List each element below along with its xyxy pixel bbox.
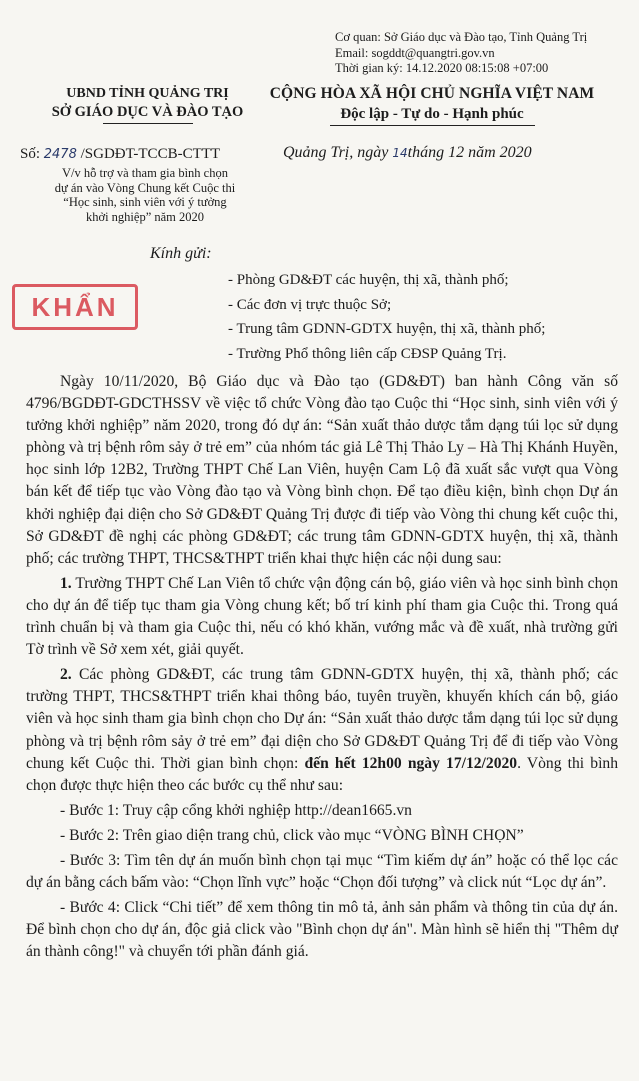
issuing-authority-header <box>40 85 255 124</box>
item-2-paragraph: 2. Các phòng GD&ĐT, các trung tâm GDNN-GDTX huyện, thị xã, thành phố; các trường THPT, THCS&THPT triển khai thông báo, tuyên truyền, khuyến khích cán bộ, giáo viên và học sinh tham gia bình chọn cho Dự án: “Sản xuất thảo dược tắm dạng túi lọc sử dụng phòng và trị bệnh rôm sảy ở trẻ em” đại diện cho Sở GD&ĐT Quảng Trị để đi tiếp vào Vòng chung kết Cuộc thi. Thời gian bình chọn: đến hết 12h00 ngày 17/12/2020. Vòng thi bình chọn được thực hiện theo các bước cụ thể như sau: <box>26 666 618 794</box>
greeting: Kính gửi: <box>150 245 212 262</box>
motto-underline <box>330 125 535 126</box>
digital-signature-block <box>335 30 587 77</box>
step-1: - Bước 1: Truy cập cổng khởi nghiệp http://dean1665.vn <box>60 801 412 819</box>
document-number: Số: 2478 /SGDĐT-TCCB-CTTT <box>20 146 221 162</box>
step-4: - Bước 4: Click “Chi tiết” để xem thông tin mô tả, ảnh sản phẩm và thông tin của dự án. Để bình chọn cho dự án, độc giả click vào "Bình chọn dự án". Màn hình sẽ hiển thị "Thêm dự án thành công!" và chuyển tới phần đánh giá. <box>26 899 618 961</box>
signature-email: Email: sogddt@quangtri.gov.vn <box>335 45 495 60</box>
signature-agency: Cơ quan: Sở Giáo dục và Đào tạo, Tỉnh Quảng Trị <box>335 30 588 44</box>
urgent-stamp: KHẨN <box>12 284 138 330</box>
handwritten-day: 14 <box>392 146 408 160</box>
item-1-paragraph: 1. Trường THPT Chế Lan Viên tổ chức vận động cán bộ, giáo viên và học sinh bình chọn cho dự án để tiếp tục tham gia Vòng chung kết; bố trí kinh phí tham gia Cuộc thi. Trong quá trình chuẩn bị và tham gia Cuộc thi, nếu có khó khăn, vướng mắc và đề xuất, nhà trường gửi Tờ trình về Sở xem xét, giải quyết. <box>26 574 618 659</box>
recipient-item: - Các đơn vị trực thuộc Sở; <box>228 296 392 313</box>
recipient-item: - Phòng GD&ĐT các huyện, thị xã, thành phố; <box>228 272 509 288</box>
authority-line-1: UBND TỈNH QUẢNG TRỊ <box>66 86 229 101</box>
recipient-list <box>228 268 545 366</box>
step-3: - Bước 3: Tìm tên dự án muốn bình chọn tại mục “Tìm kiếm dự án” hoặc có thể lọc các dự án bằng cách bấm vào: “Chọn lĩnh vực” hoặc “Chọn đối tượng” và click nút “Lọc dự án”. <box>26 851 618 892</box>
recipient-item: - Trường Phổ thông liên cấp CĐSP Quảng Trị. <box>228 345 507 362</box>
national-motto-header <box>262 84 602 126</box>
place-and-date: Quảng Trị, ngày 14tháng 12 năm 2020 <box>283 144 532 161</box>
vote-deadline: đến hết 12h00 ngày 17/12/2020 <box>304 754 518 772</box>
republic-name: CỘNG HÒA XÃ HỘI CHỦ NGHĨA VIỆT NAM <box>269 85 595 102</box>
step-2: - Bước 2: Trên giao diện trang chủ, click vào mục “VÒNG BÌNH CHỌN” <box>60 826 524 844</box>
document-subject: V/v hỗ trợ và tham gia bình chọn dự án vào Vòng Chung kết Cuộc thi “Học sinh, sinh viên với ý tưởng khởi nghiệp” năm 2020 <box>54 166 236 224</box>
intro-paragraph: Ngày 10/11/2020, Bộ Giáo dục và Đào tạo (GD&ĐT) ban hành Công văn số 4796/BGDĐT-GDCTHSSV về việc tổ chức Vòng đào tạo Cuộc thi “Học sinh, sinh viên với ý tưởng khởi nghiệp” năm 2020, trong đó dự án: “Sản xuất thảo dược tắm dạng túi lọc sử dụng phòng và trị bệnh rôm sảy ở trẻ em” của nhóm tác giả Lê Thị Thảo Ly – Hà Thị Khánh Huyền, học sinh lớp 12B2, Trường THPT Chế Lan Viên, huyện Cam Lộ đã xuất sắc vượt qua Vòng bán kết để tiếp tục vào Vòng đào tạo và Vòng bình chọn. Để tạo điều kiện, bình chọn Dự án khởi nghiệp đại diện cho Sở GD&ĐT Quảng Trị được đi tiếp vào Vòng thi chung kết cuộc thi, Sở GD&ĐT đề nghị các phòng GD&ĐT; các trung tâm GDNN-GDTX huyện, thị xã, thành phố; các trường THPT, THCS&THPT triển khai thực hiện các nội dung sau: <box>26 373 618 567</box>
signature-time: Thời gian ký: 14.12.2020 08:15:08 +07:00 <box>335 61 549 75</box>
document-body <box>26 371 618 963</box>
national-motto: Độc lập - Tự do - Hạnh phúc <box>340 106 524 122</box>
handwritten-number: 2478 <box>43 147 77 162</box>
authority-underline <box>103 123 193 124</box>
recipient-item: - Trung tâm GDNN-GDTX huyện, thị xã, thành phố; <box>228 321 546 337</box>
authority-line-2: SỞ GIÁO DỤC VÀ ĐÀO TẠO <box>51 104 244 120</box>
